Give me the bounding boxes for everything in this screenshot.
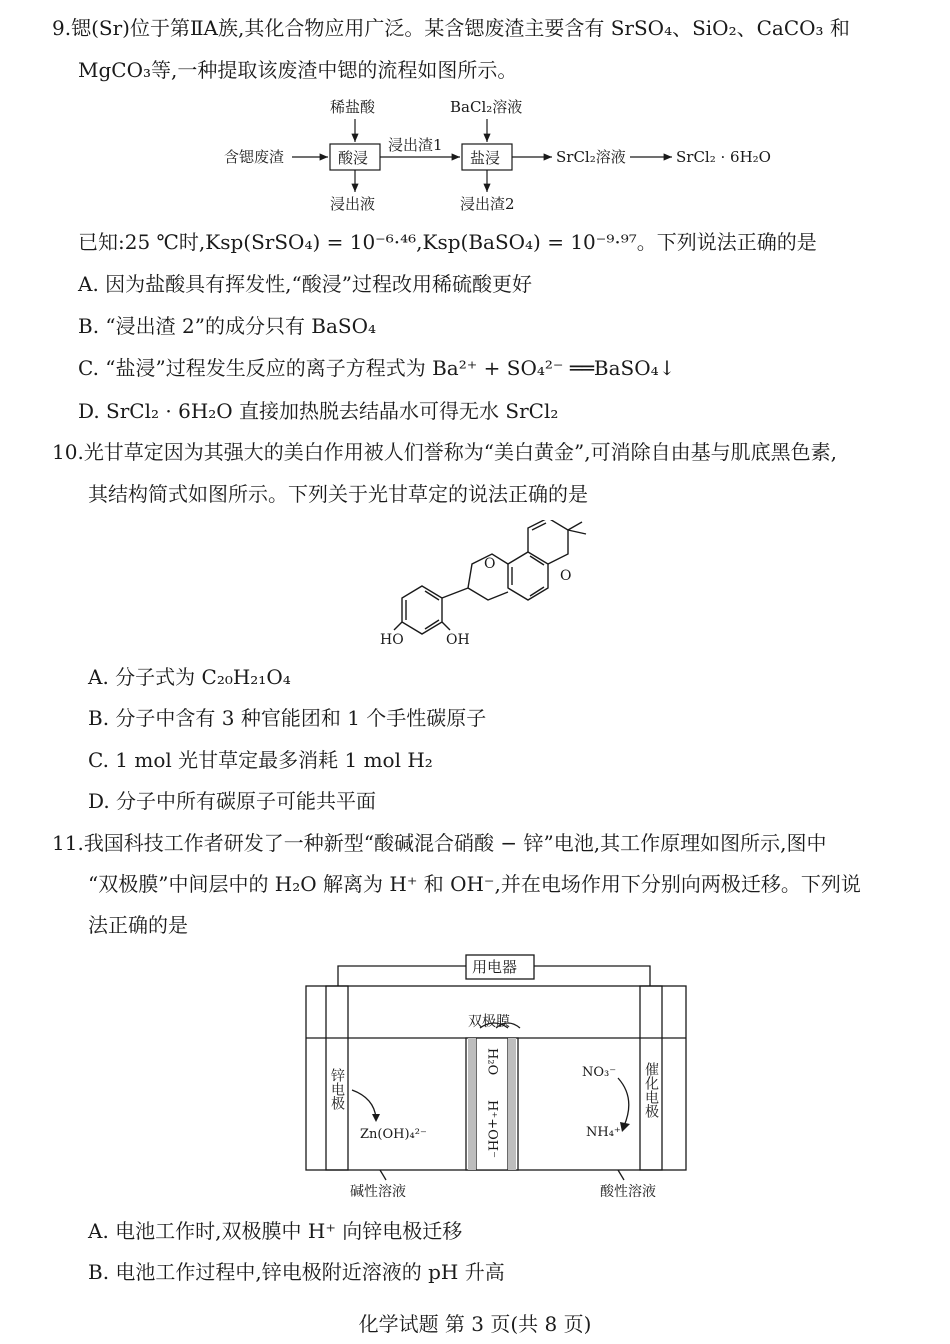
q11-option-a[interactable]: A. 电池工作时,双极膜中 H⁺ 向锌电极迁移 [88,1219,463,1243]
q11-option-b[interactable]: B. 电池工作过程中,锌电极附近溶液的 pH 升高 [88,1260,505,1284]
q10-option-a[interactable]: A. 分子式为 C₂₀H₂₁O₄ [88,665,291,689]
nitrate-label: NO₃⁻ [582,1065,617,1080]
struct-oh: OH [446,632,470,648]
ammonium-label: NH₄⁺ [586,1125,621,1140]
flow-step-salt-leach: 盐浸 [470,149,501,167]
q11-stem-line1: 11.我国科技工作者研发了一种新型“酸碱混合硝酸 − 锌”电池,其工作原理如图所示,图中 [52,831,827,855]
zincate-label: Zn(OH)₄²⁻ [360,1127,427,1142]
q9-option-b[interactable]: B. “浸出渣 2”的成分只有 BaSO₄ [78,314,377,338]
flow-step-acid-leach: 酸浸 [338,149,369,167]
q9-stem-line2: MgCO₃等,一种提取该废渣中锶的流程如图所示。 [78,58,518,82]
flow-out2: 浸出渣2 [460,195,515,213]
right-electrode-label: 催化电极 [643,1062,659,1118]
q10-stem-line2: 其结构简式如图所示。下列关于光甘草定的说法正确的是 [88,482,588,506]
q9-option-c[interactable]: C. “盐浸”过程发生反应的离子方程式为 Ba²⁺ + SO₄²⁻ ══BaSO₄↓ [78,356,676,380]
q10-stem-line1: 10.光甘草定因为其强大的美白作用被人们誉称为“美白黄金”,可消除自由基与肌底黑色素, [52,440,837,464]
device-label: 用电器 [472,958,518,976]
left-solution-label: 碱性溶液 [350,1184,406,1200]
q11-number: 11. [52,831,84,855]
right-solution-label: 酸性溶液 [600,1184,656,1200]
struct-o-right: O [560,568,572,584]
left-electrode-label: 锌电极 [329,1068,345,1110]
q9-option-d[interactable]: D. SrCl₂ · 6H₂O 直接加热脱去结晶水可得无水 SrCl₂ [78,399,559,423]
q9-number: 9. [52,16,72,40]
q11-stem-line3: 法正确的是 [88,913,188,937]
water-label: H₂O [484,1048,500,1076]
flow-reagent2: BaCl₂溶液 [450,98,523,116]
q10-option-b[interactable]: B. 分子中含有 3 种官能团和 1 个手性碳原子 [88,706,487,730]
membrane-label: 双极膜 [468,1014,510,1030]
q9-known: 已知:25 ℃时,Ksp(SrSO₄) = 10⁻⁶·⁴⁶,Ksp(BaSO₄) = 10⁻⁹·⁹⁷。下列说法正确的是 [78,230,817,254]
ions-label: H⁺+OH⁻ [484,1100,500,1158]
flow-start: 含锶废渣 [224,148,285,166]
q11-stem-line2: “双极膜”中间层中的 H₂O 解离为 H⁺ 和 OH⁻,并在电场作用下分别向两极迁移。下列说 [88,872,861,896]
q10-option-c[interactable]: C. 1 mol 光甘草定最多消耗 1 mol H₂ [88,748,433,772]
page-footer: 化学试题 第 3 页(共 8 页) [358,1312,592,1336]
flow-reagent1: 稀盐酸 [330,98,376,116]
q9-flow-diagram [210,92,790,222]
flow-product2: SrCl₂ · 6H₂O [676,148,771,166]
q9-option-a[interactable]: A. 因为盐酸具有挥发性,“酸浸”过程改用稀硫酸更好 [78,272,532,296]
struct-ho: HO [380,632,404,648]
struct-o-left: O [484,556,496,572]
flow-mid: 浸出渣1 [388,136,443,154]
q9-stem-line1: 9.锶(Sr)位于第ⅡA族,其化合物应用广泛。某含锶废渣主要含有 SrSO₄、SiO₂、CaCO₃ 和 [52,16,850,40]
q10-option-d[interactable]: D. 分子中所有碳原子可能共平面 [88,789,377,813]
q10-number: 10. [52,440,84,464]
glabridin-structure [380,520,610,650]
flow-out1: 浸出液 [330,195,376,213]
flow-product1: SrCl₂溶液 [556,148,626,166]
battery-diagram [300,950,700,1210]
